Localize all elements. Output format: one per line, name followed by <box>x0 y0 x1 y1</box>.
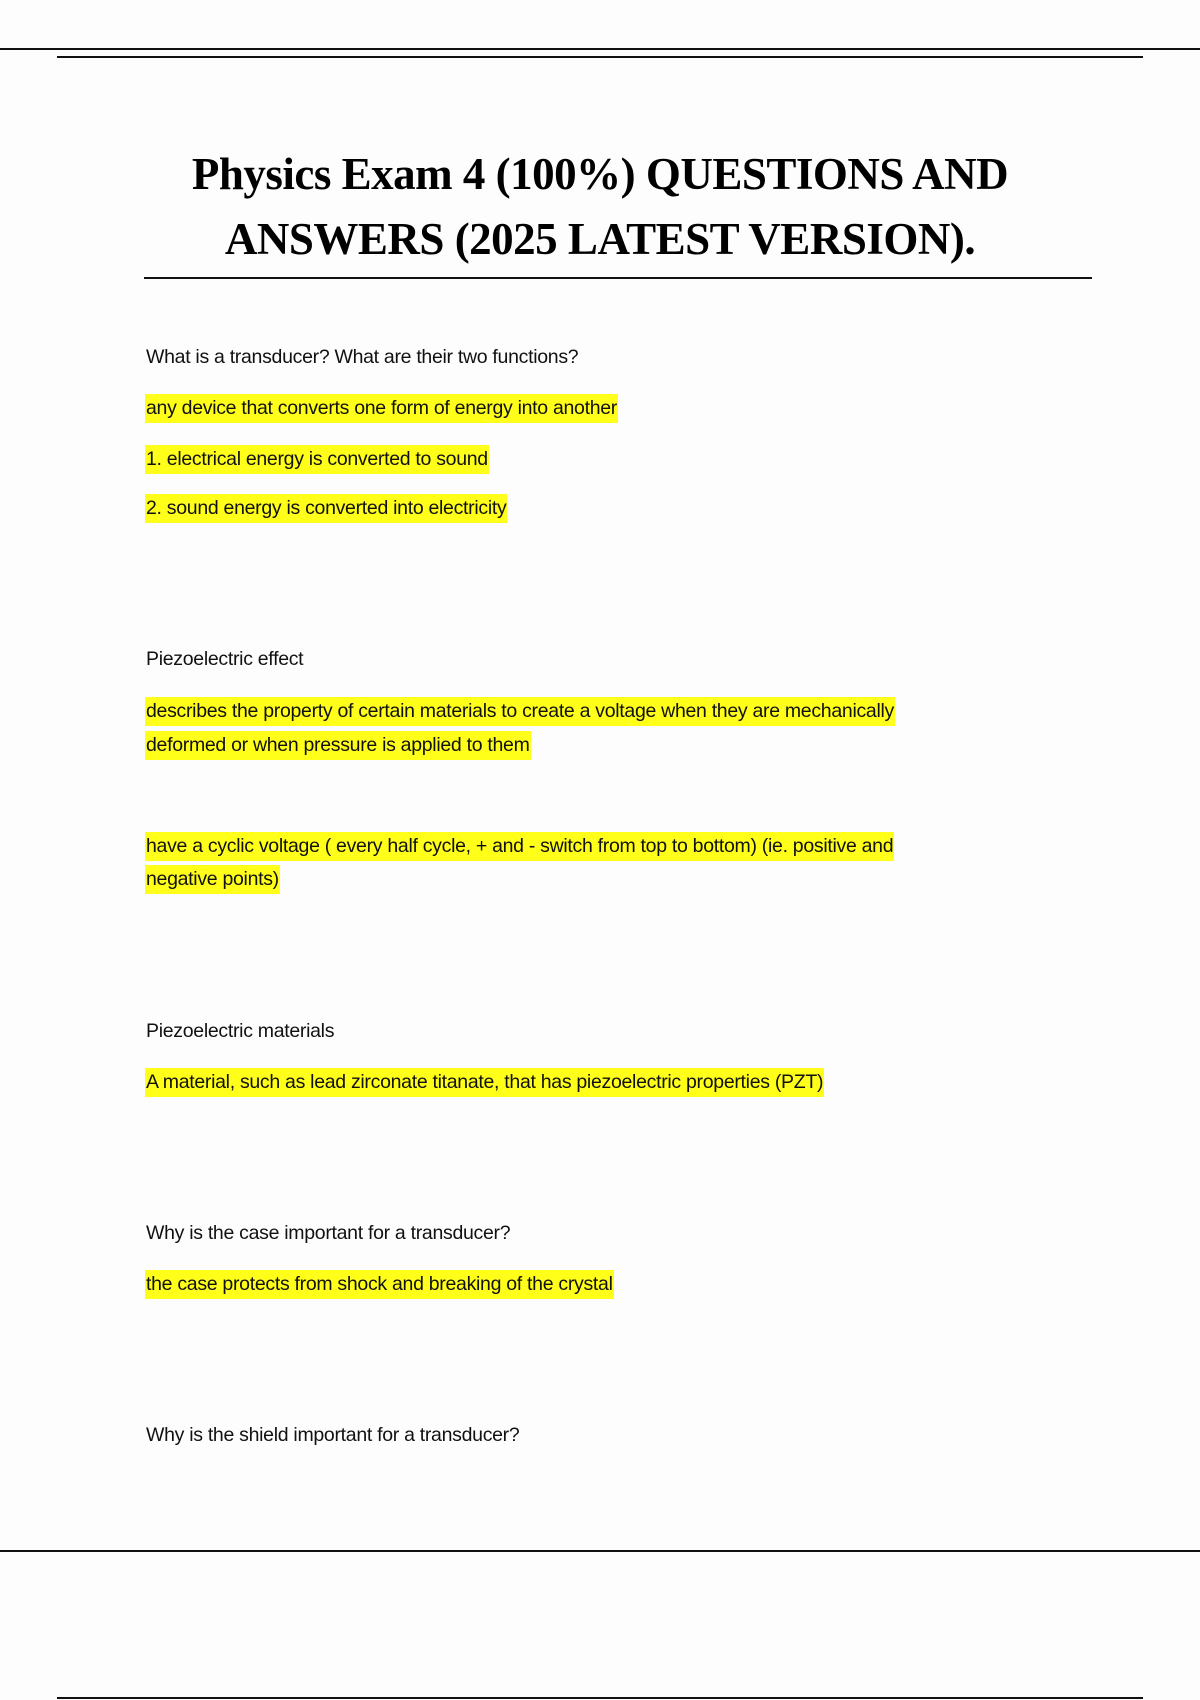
answer: have a cyclic voltage ( every half cycle, + and - switch from top to bottom) (ie. positive and <box>145 837 894 857</box>
page-bottom-border <box>0 1550 1200 1552</box>
question: Piezoelectric effect <box>146 648 304 670</box>
question: Why is the shield important for a transducer? <box>146 1424 520 1446</box>
question: What is a transducer? What are their two functions? <box>146 346 579 368</box>
answer: the case protects from shock and breaking of the crystal <box>145 1275 614 1295</box>
title-underline <box>144 277 1092 279</box>
question: Piezoelectric materials <box>146 1020 335 1042</box>
answer: 2. sound energy is converted into electricity <box>145 499 507 519</box>
document-title-line-2: ANSWERS (2025 LATEST VERSION). <box>224 214 976 264</box>
header-rule <box>57 56 1143 58</box>
page-top-border <box>0 48 1200 50</box>
answer: describes the property of certain materials to create a voltage when they are mechanically <box>145 702 895 722</box>
next-page-header-rule <box>57 1697 1143 1699</box>
answer: negative points) <box>145 870 280 890</box>
answer: any device that converts one form of energy into another <box>145 399 618 419</box>
document-title-line-1: Physics Exam 4 (100%) QUESTIONS AND <box>191 149 1009 199</box>
question: Why is the case important for a transducer? <box>146 1222 511 1244</box>
answer: deformed or when pressure is applied to them <box>145 736 531 756</box>
answer: A material, such as lead zirconate titanate, that has piezoelectric properties (PZT) <box>145 1073 824 1093</box>
answer: 1. electrical energy is converted to sound <box>145 450 489 470</box>
